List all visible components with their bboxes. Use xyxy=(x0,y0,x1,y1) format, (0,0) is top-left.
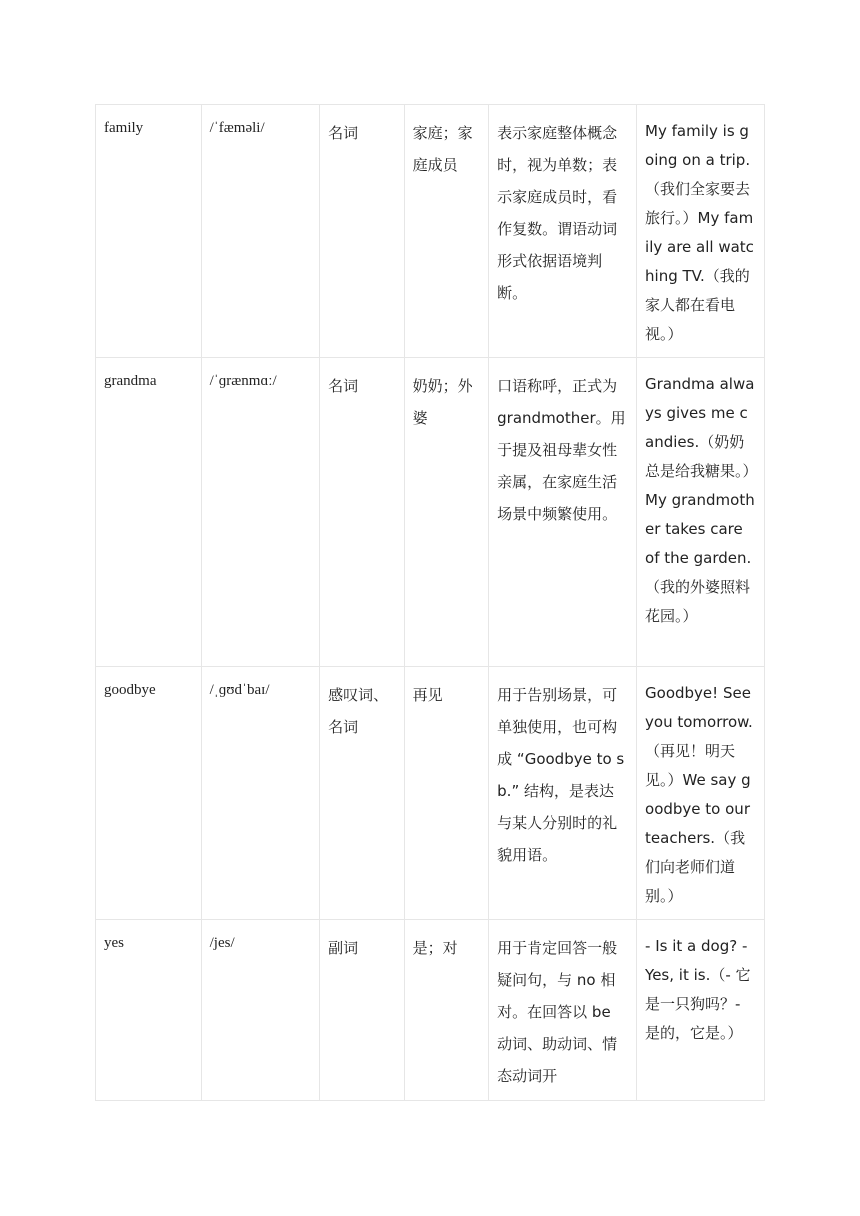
phonetic-cell: /ˌɡʊdˈbaɪ/ xyxy=(201,667,320,920)
word-cell: grandma xyxy=(96,358,202,667)
word-cell: family xyxy=(96,105,202,358)
part-of-speech-cell: 副词 xyxy=(320,920,405,1101)
meaning-cell: 家庭；家庭成员 xyxy=(404,105,489,358)
part-of-speech-cell: 名词 xyxy=(320,105,405,358)
table-row xyxy=(96,667,765,920)
part-of-speech-cell: 感叹词、名词 xyxy=(320,667,405,920)
meaning-cell: 奶奶；外婆 xyxy=(404,358,489,667)
word-cell: goodbye xyxy=(96,667,202,920)
meaning-cell: 是；对 xyxy=(404,920,489,1101)
vocabulary-table xyxy=(95,104,765,1101)
table-row xyxy=(96,920,765,1101)
usage-cell: 用于告别场景，可单独使用，也可构成 “Goodbye to sb.” 结构，是表达与某人分别时的礼貌用语。 xyxy=(489,667,637,920)
usage-cell: 用于肯定回答一般疑问句，与 no 相对。在回答以 be 动词、助动词、情态动词开 xyxy=(489,920,637,1101)
meaning-cell: 再见 xyxy=(404,667,489,920)
usage-cell: 表示家庭整体概念时，视为单数；表示家庭成员时，看作复数。谓语动词形式依据语境判断。 xyxy=(489,105,637,358)
phonetic-cell: /ˈɡrænmɑː/ xyxy=(201,358,320,667)
table-row xyxy=(96,105,765,358)
phonetic-cell: /jes/ xyxy=(201,920,320,1101)
example-cell: - Is it a dog? - Yes, it is.（- 它是一只狗吗？- 是的，它是。） xyxy=(637,920,765,1101)
part-of-speech-cell: 名词 xyxy=(320,358,405,667)
example-cell: Grandma always gives me candies.（奶奶总是给我糖果。）My grandmother takes care of the garden.（我的外婆照料花园。） xyxy=(637,358,765,667)
example-cell: My family is going on a trip.（我们全家要去旅行。）My family are all watching TV.（我的家人都在看电视。） xyxy=(637,105,765,358)
example-cell: Goodbye! See you tomorrow.（再见！明天见。）We say goodbye to our teachers.（我们向老师们道别。） xyxy=(637,667,765,920)
usage-cell: 口语称呼，正式为 grandmother。用于提及祖母辈女性亲属，在家庭生活场景中频繁使用。 xyxy=(489,358,637,667)
table-row xyxy=(96,358,765,667)
phonetic-cell: /ˈfæməli/ xyxy=(201,105,320,358)
word-cell: yes xyxy=(96,920,202,1101)
